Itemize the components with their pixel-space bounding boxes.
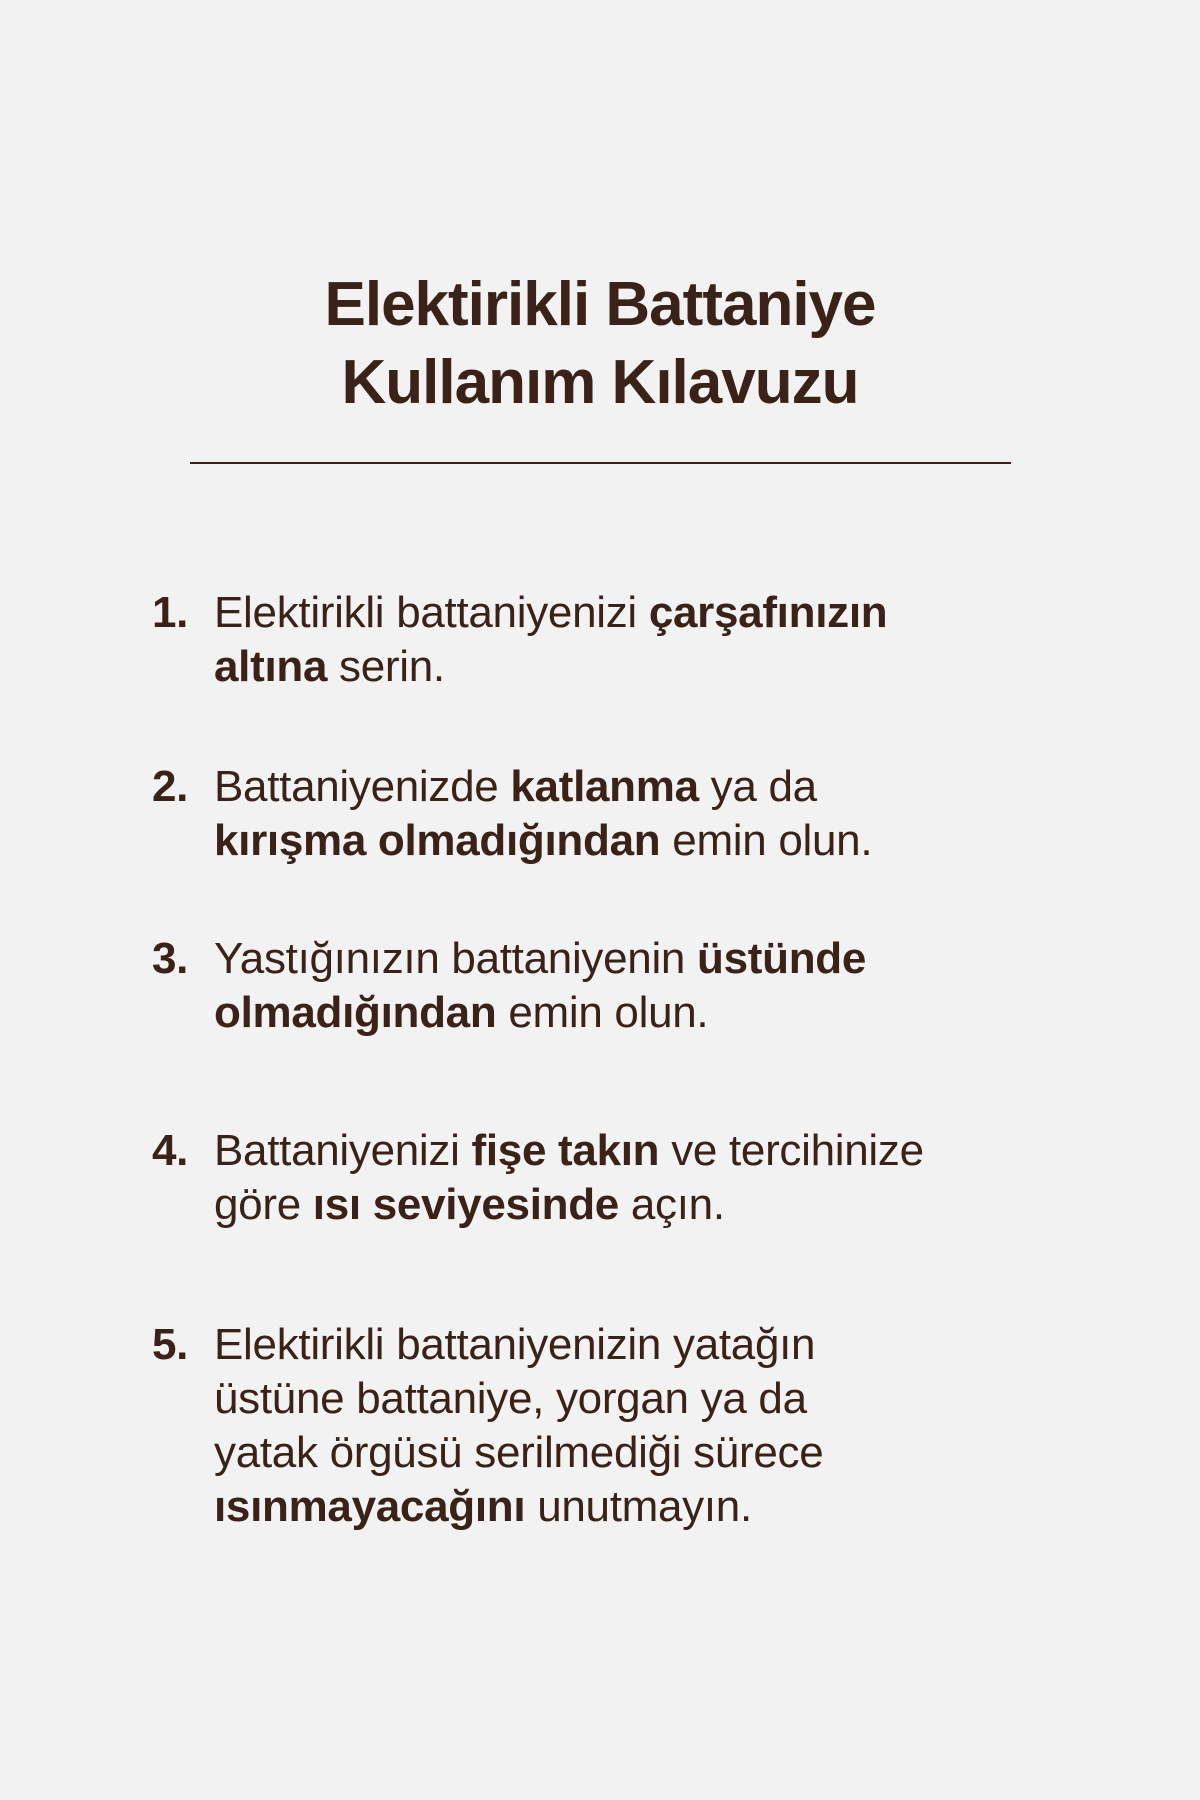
step-number: 1. [152, 588, 189, 637]
step-text-run: ve tercihinize [659, 1126, 924, 1175]
step-text [214, 1124, 1052, 1232]
step-text-run: yatak örgüsü serilmediği sürece [214, 1428, 824, 1477]
step-text-run: serin. [327, 642, 445, 691]
step-text-run: açın. [618, 1180, 725, 1229]
step-text-run: ya da [698, 762, 817, 811]
step-number: 5. [152, 1320, 189, 1369]
emphasis-text: ısı seviyesinde [312, 1180, 619, 1229]
emphasis-text: altına [214, 642, 328, 691]
step-line [214, 1318, 1052, 1372]
step-text-run: üstüne battaniye, yorgan ya da [214, 1374, 807, 1423]
emphasis-text: üstünde [697, 934, 867, 983]
step-line [214, 1178, 1052, 1232]
step-line [214, 640, 1052, 694]
step-line [214, 1426, 1052, 1480]
step-text [214, 1318, 1052, 1534]
emphasis-text: kırışma olmadığından [214, 816, 661, 865]
step-line [214, 1372, 1052, 1426]
emphasis-text: olmadığından [214, 988, 497, 1037]
step-line [214, 1480, 1052, 1534]
step-2 [152, 760, 1052, 868]
step-line [214, 986, 1052, 1040]
step-text-run: Elektirikli battaniyenizin yatağın [214, 1320, 816, 1369]
step-text-run: Battaniyenizde [214, 762, 511, 811]
emphasis-text: çarşafınızın [648, 588, 888, 637]
step-line [214, 760, 1052, 814]
step-1 [152, 586, 1052, 694]
step-text-run: göre [214, 1180, 313, 1229]
emphasis-text: fişe takın [471, 1126, 660, 1175]
step-text-run: Battaniyenizi [214, 1126, 472, 1175]
emphasis-text: katlanma [510, 762, 699, 811]
title-divider [190, 462, 1011, 464]
step-4 [152, 1124, 1052, 1232]
step-text-run: Elektirikli battaniyenizi [214, 588, 649, 637]
step-line [214, 814, 1052, 868]
step-line [214, 1124, 1052, 1178]
step-number: 2. [152, 762, 189, 811]
emphasis-text: ısınmayacağını [214, 1482, 526, 1531]
step-number: 3. [152, 934, 189, 983]
title-line-1: Elektirikli Battaniye [324, 270, 876, 339]
step-line [214, 586, 1052, 640]
step-3 [152, 932, 1052, 1040]
step-text-run: Yastığınızın battaniyenin [214, 934, 698, 983]
step-text [214, 932, 1052, 1040]
step-number: 4. [152, 1126, 189, 1175]
title-line-2: Kullanım Kılavuzu [341, 348, 859, 417]
step-line [214, 932, 1052, 986]
step-text-run: unutmayın. [525, 1482, 752, 1531]
step-text [214, 760, 1052, 868]
step-text [214, 586, 1052, 694]
step-5 [152, 1318, 1052, 1534]
page-title [0, 266, 1200, 422]
step-text-run: emin olun. [660, 816, 873, 865]
step-text-run: emin olun. [496, 988, 709, 1037]
